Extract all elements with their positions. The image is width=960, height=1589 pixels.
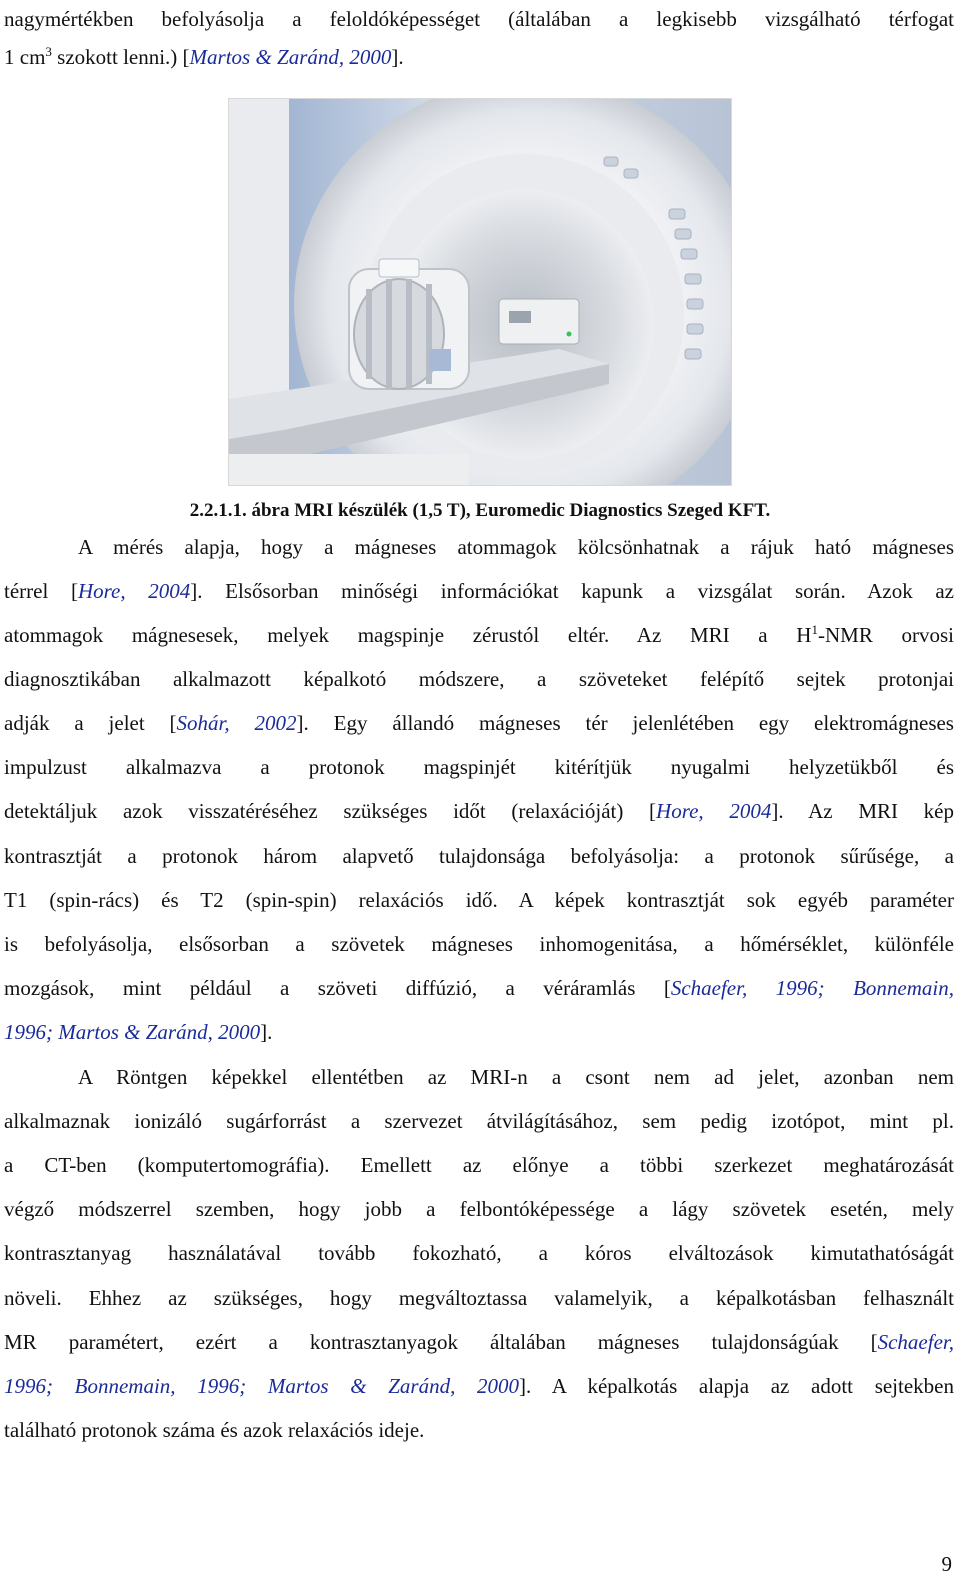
figure-caption: 2.2.1.1. ábra MRI készülék (1,5 T), Euromedic Diagnostics Szeged KFT. (189, 500, 771, 521)
body-text-line: 1996; Bonnemain, 1996; Martos & Zaránd, 2000]. A képalkotás alapja az adott sejtekben (4, 1374, 954, 1398)
citation-link[interactable]: Martos & Zaránd, 2000 (189, 45, 392, 69)
citation-link[interactable]: Sohár, 2002 (176, 711, 297, 735)
body-text-line: a CT-ben (komputertomográfia). Emellett az előnye a többi szerkezet meghatározását (4, 1153, 954, 1177)
body-text-line: atommagok mágnesesek, melyek magspinje zérustól eltér. Az MRI a $H^1$-NMR orvosi (4, 622, 955, 647)
body-text-line: impulzust alkalmazva a protonok magspinjét kitérítjük nyugalmi helyzetükből és (4, 755, 954, 779)
body-text-line: nagymértékben befolyásolja a feloldóképességet (általában a legkisebb vizsgálható térfogat (4, 7, 954, 31)
body-text-line: detektáljuk azok visszatéréséhez szükséges időt (relaxációját) [Hore, 2004]. Az MRI kép (4, 799, 954, 823)
citation-link[interactable]: 1996; Bonnemain, 1996; Martos & Zaránd, 2000 (4, 1374, 520, 1398)
body-text-line: kontrasztját a protonok három alapvető tulajdonsága befolyásolja: a protonok sűrűsége, a (4, 844, 954, 868)
body-text-line: kontrasztanyag használatával tovább fokozható, a kóros elváltozások kimutathatóságát (4, 1241, 954, 1265)
body-text-line: végző módszerrel szemben, hogy jobb a felbontóképessége a lágy szövetek esetén, mely (4, 1197, 954, 1221)
body-text-line: térrel [Hore, 2004]. Elsősorban minőségi információkat kapunk a vizsgálat során. Azok az (4, 579, 954, 603)
citation-link[interactable]: Schaefer, (877, 1330, 954, 1354)
body-text-line: A Röntgen képekkel ellentétben az MRI-n a csont nem ad jelet, azonban nem (78, 1065, 954, 1089)
citation-link[interactable]: 1996; Martos & Zaránd, 2000 (4, 1020, 261, 1044)
citation-link[interactable]: Schaefer, 1996; Bonnemain, (670, 976, 954, 1000)
body-text-line: is befolyásolja, elsősorban a szövetek mágneses inhomogenitása, a hőmérséklet, különféle (4, 932, 954, 956)
body-text-line: mozgások, mint például a szöveti diffúzió, a véráramlás [Schaefer, 1996; Bonnemain, (4, 976, 954, 1000)
body-text-line: diagnosztikában alkalmazott képalkotó módszere, a szöveteket felépítő sejtek protonjai (4, 667, 954, 691)
citation-link[interactable]: Hore, 2004 (77, 579, 191, 603)
citation-link[interactable]: Hore, 2004 (656, 799, 772, 823)
body-text-line: alkalmaznak ionizáló sugárforrást a szervezet átvilágításához, sem pedig izotópot, mint pl. (4, 1109, 954, 1133)
mri-scanner-photo (228, 98, 732, 486)
body-text-line: T1 (spin-rács) és T2 (spin-spin) relaxációs idő. A képek kontrasztját sok egyéb paraméter (4, 888, 954, 912)
body-text-line: 1 $cm^3$ szokott lenni.) [Martos & Zaránd, 2000]. (4, 44, 404, 69)
page-number: 9 (941, 1552, 952, 1576)
body-text-line: A mérés alapja, hogy a mágneses atommagok kölcsönhatnak a rájuk ható mágneses (78, 535, 954, 559)
body-text-line: található protonok száma és azok relaxációs ideje. (4, 1418, 425, 1442)
mri-scanner-illustration (229, 99, 731, 485)
body-text-line: MR paramétert, ezért a kontrasztanyagok általában mágneses tulajdonságúak [Schaefer, (4, 1330, 954, 1354)
body-text-line: növeli. Ehhez az szükséges, hogy megváltoztassa valamelyik, a képalkotásban felhasznált (4, 1286, 954, 1310)
body-text-line: 1996; Martos & Zaránd, 2000]. (4, 1020, 273, 1044)
body-text-line: adják a jelet [Sohár, 2002]. Egy állandó mágneses tér jelenlétében egy elektromágneses (4, 711, 954, 735)
